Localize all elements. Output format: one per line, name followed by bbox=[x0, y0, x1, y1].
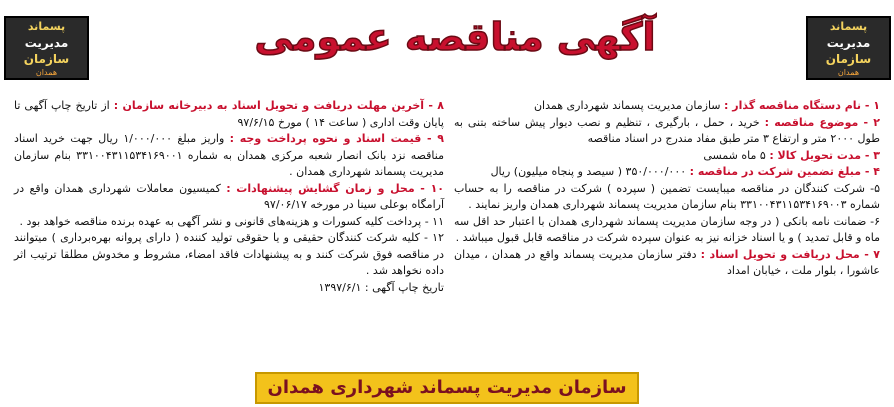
logo-line: همدان bbox=[35, 68, 58, 77]
notice-item-11: ۱۱ - پرداخت کلیه کسورات و هزینه‌های قانونی و نشر آگهی به عهده برنده مناقصه خواهد بود . bbox=[19, 214, 444, 228]
item-heading: ۷ - محل دریافت و تحویل اسناد : bbox=[700, 247, 880, 261]
notice-column-right bbox=[454, 98, 880, 280]
notice-item-4 bbox=[454, 164, 880, 181]
page-title: آگهی مناقصه عمومی bbox=[254, 15, 656, 59]
logo-line: سازمان bbox=[23, 52, 70, 66]
item-heading: ۴ - مبلغ تضمین شرکت در مناقصه : bbox=[689, 165, 880, 178]
item-text: دفتر سازمان مدیریت پسماند واقع در همدان ، میدان عاشورا ، بلوار ملت ، خیابان امداد bbox=[454, 247, 880, 277]
item-text: خرید ، حمل ، بارگیری ، تنظیم و نصب دیوار پیش ساخته بتنی به طول ۲۰۰۰ متر و ارتفاع ۳ متر طبق مفاد مندرج در اسناد مناقصه bbox=[454, 115, 880, 145]
item-text: از تاریخ چاپ آگهی تا پایان وقت اداری ( ساعت ۱۴ ) مورخ ۹۷/۶/۱۵ bbox=[14, 99, 444, 129]
publish-date: تاریخ چاپ آگهی : ۱۳۹۷/۶/۱ bbox=[318, 280, 444, 294]
item-text: واریز مبلغ ۱/۰۰۰/۰۰۰ ریال جهت خرید اسناد مناقصه نزد بانک انصار شعبه مرکزی همدان به شماره ۳۳۱۰۰۴۳۱۱۵۳۴۱۶۹۰۰۱ بنام سازمان مدیریت پسماند شهرداری همدان . bbox=[14, 132, 444, 178]
logo-line: مدیریت bbox=[826, 36, 871, 50]
logo-line: پسماند bbox=[27, 20, 66, 33]
organization-logo bbox=[4, 16, 89, 80]
notice-item-3 bbox=[454, 148, 880, 165]
item-heading: ۲ - موضوع مناقصه : bbox=[764, 115, 880, 129]
notice-item-2 bbox=[454, 115, 880, 148]
item-heading: ۳ - مدت تحویل کالا : bbox=[769, 148, 880, 162]
notice-item-1 bbox=[454, 98, 880, 115]
item-heading: ۱۰ - محل و زمان گشایش پیشنهادات : bbox=[226, 181, 444, 195]
notice-item-9 bbox=[14, 131, 444, 181]
item-text: ۳۵۰/۰۰۰/۰۰۰ ( سیصد و پنجاه میلیون) ریال bbox=[490, 165, 687, 178]
logo-line: همدان bbox=[837, 68, 860, 77]
item-text: سازمان مدیریت پسماند شهرداری همدان bbox=[533, 99, 721, 112]
organization-logo bbox=[806, 16, 891, 80]
notice-item-6: ۶- ضمانت نامه بانکی ( در وجه سازمان مدیریت پسماند شهرداری همدان با اعتبار حد اقل سه ماه و قابل تمدید ) و یا اسناد خزانه نیز به عنوان سپرده شرکت در مناقصه قابل قبول میباشد . bbox=[454, 214, 880, 244]
item-text: کمیسیون معاملات شهرداری همدان واقع در آرامگاه بوعلی سینا در مورخه ۹۷/۰۶/۱۷ bbox=[14, 181, 444, 211]
footer-banner: سازمان مدیریت پسماند شهرداری همدان bbox=[255, 372, 639, 404]
notice-item-8 bbox=[14, 98, 444, 131]
notice-item-12: ۱۲ - کلیه شرکت کنندگان حقیقی و یا حقوقی تولید کننده ( دارای پروانه بهره‌برداری ) میتوانند در مناقصه فوق شرکت کنند و به پیشنهادات فاقد امضاء، مشروط و مخدوش مطلقا ترتیب اثر داده نخواهد شد . bbox=[14, 231, 444, 277]
notice-item-7 bbox=[454, 247, 880, 280]
item-heading: ۱ - نام دستگاه مناقصه گذار : bbox=[724, 99, 880, 112]
notice-item-5: ۵- شرکت کنندگان در مناقصه میبایست تضمین ( سپرده ) شرکت در مناقصه را به حساب شماره ۳۳۱۰۰۴۳۱۱۵۳۴۱۶۹۰۰۳ بنام سازمان مدیریت پسماند شهرداری همدان واریز نمایند . bbox=[454, 181, 880, 211]
item-text: ۵ ماه شمسی bbox=[703, 148, 766, 162]
item-heading: ۸ - آخرین مهلت دریافت و تحویل اسناد به دبیرخانه سازمان : bbox=[113, 99, 444, 112]
notice-column-left bbox=[14, 98, 444, 296]
notice-item-10 bbox=[14, 181, 444, 214]
item-heading: ۹ - قیمت اسناد و نحوه پرداخت وجه : bbox=[229, 132, 444, 145]
logo-line: پسماند bbox=[829, 20, 868, 33]
logo-line: مدیریت bbox=[24, 36, 69, 50]
logo-line: سازمان bbox=[825, 52, 872, 66]
